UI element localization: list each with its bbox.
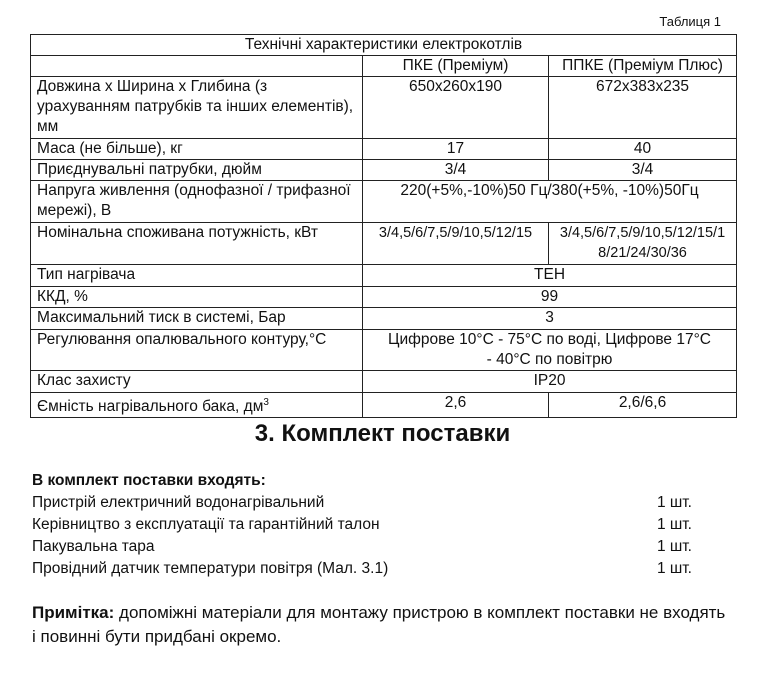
delivery-list: [32, 470, 692, 580]
table-title: Технічні характеристики електрокотлів: [31, 35, 737, 56]
table-caption: Таблиця 1: [659, 14, 721, 29]
table-row: Клас захисту IP20: [31, 371, 737, 393]
list-item: Провідний датчик температури повітря (Мал. 3.1) 1 шт.: [32, 560, 692, 577]
table-row: Ємність нагрівального бака, $дм^3$ 2,6 2,6/6,6: [31, 393, 737, 418]
table-row: ККД, % 99: [31, 287, 737, 308]
note: [32, 601, 732, 649]
list-item: Пристрій електричний водонагрівальний 1 шт.: [32, 494, 692, 511]
table-row: Напруга живлення (однофазної / трифазної мережі), В 220(+5%,-10%)50 Гц/380(+5%, -10%)50Гц: [31, 181, 737, 223]
header-ppke: ППКЕ (Преміум Плюс): [549, 56, 737, 77]
table-row: Довжина х Ширина х Глибина (з урахуванням патрубків та інших елементів), мм 650x260x190 672x383x235: [31, 77, 737, 139]
table-header: [31, 56, 737, 77]
table-row: Максимальний тиск в системі, Бар 3: [31, 308, 737, 330]
table-row: Маса (не більше), кг 17 40: [31, 139, 737, 160]
header-pke: ПКЕ (Преміум): [363, 56, 549, 77]
table-row: Номінальна споживана потужність, кВт 3/4,5/6/7,5/9/10,5/12/15 3/4,5/6/7,5/9/10,5/12/15/18/21/24/30/36: [31, 223, 737, 265]
table-row: Тип нагрівача ТЕН: [31, 265, 737, 287]
list-item: Пакувальна тара 1 шт.: [32, 538, 692, 555]
section-title: 3. Комплект поставки: [254, 420, 511, 447]
note-label: Примітка:: [32, 603, 115, 622]
note-text: допоміжні матеріали для монтажу пристрою в комплект поставки не входять і повинні бути придбані окремо.: [32, 603, 726, 646]
list-item: Керівництво з експлуатації та гарантійний талон 1 шт.: [32, 516, 692, 533]
specs-table: [30, 34, 737, 418]
table-row: Регулювання опалювального контуру,°С Цифрове 10°С - 75°С по воді, Цифрове 17°С - 40°С по повітрю: [31, 330, 737, 371]
table-row: Приєднувальні патрубки, дюйм 3/4 3/4: [31, 160, 737, 181]
delivery-heading: В комплект поставки входять:: [32, 472, 266, 489]
